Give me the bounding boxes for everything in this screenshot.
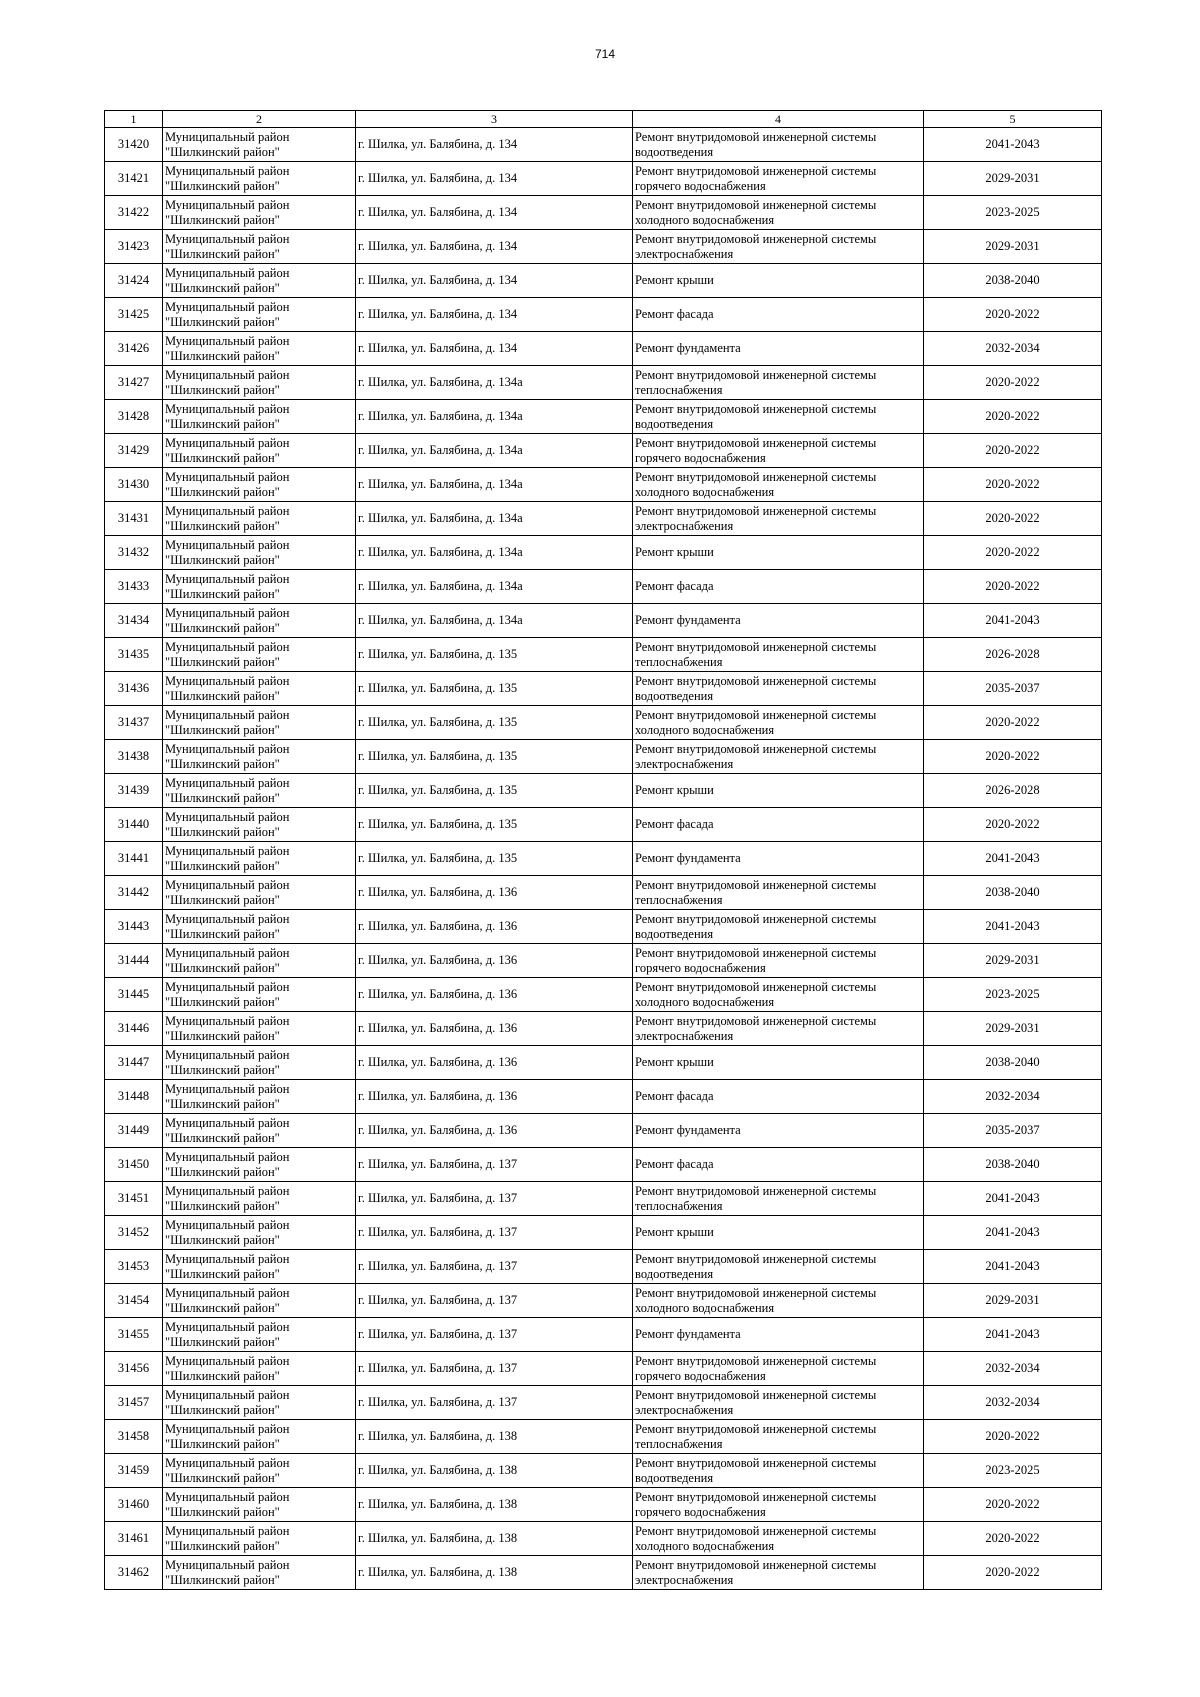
table-row <box>105 1114 1102 1148</box>
work-type-cell: Ремонт крыши <box>633 774 924 808</box>
work-type-cell: Ремонт внутридомовой инженерной системы теплоснабжения <box>633 1182 924 1216</box>
work-type-cell: Ремонт фасада <box>633 1148 924 1182</box>
row-number-cell: 31426 <box>105 332 163 366</box>
work-type-cell: Ремонт фасада <box>633 298 924 332</box>
table-row <box>105 400 1102 434</box>
period-cell: 2029-2031 <box>924 230 1102 264</box>
address-cell: г. Шилка, ул. Балябина, д. 134а <box>356 468 633 502</box>
address-cell: г. Шилка, ул. Балябина, д. 134а <box>356 434 633 468</box>
table-row <box>105 774 1102 808</box>
address-cell: г. Шилка, ул. Балябина, д. 135 <box>356 706 633 740</box>
row-number-cell: 31425 <box>105 298 163 332</box>
period-cell: 2020-2022 <box>924 570 1102 604</box>
municipality-cell: Муниципальный район "Шилкинский район" <box>163 1148 356 1182</box>
municipality-cell: Муниципальный район "Шилкинский район" <box>163 1386 356 1420</box>
table-row <box>105 332 1102 366</box>
table-row <box>105 944 1102 978</box>
row-number-cell: 31441 <box>105 842 163 876</box>
work-type-cell: Ремонт крыши <box>633 536 924 570</box>
address-cell: г. Шилка, ул. Балябина, д. 138 <box>356 1556 633 1590</box>
table-row <box>105 196 1102 230</box>
period-cell: 2038-2040 <box>924 1046 1102 1080</box>
municipality-cell: Муниципальный район "Шилкинский район" <box>163 1250 356 1284</box>
column-header-4: 4 <box>633 111 924 128</box>
municipality-cell: Муниципальный район "Шилкинский район" <box>163 1046 356 1080</box>
row-number-cell: 31449 <box>105 1114 163 1148</box>
period-cell: 2041-2043 <box>924 1250 1102 1284</box>
work-type-cell: Ремонт внутридомовой инженерной системы водоотведения <box>633 910 924 944</box>
municipality-cell: Муниципальный район "Шилкинский район" <box>163 910 356 944</box>
row-number-cell: 31433 <box>105 570 163 604</box>
work-type-cell: Ремонт внутридомовой инженерной системы горячего водоснабжения <box>633 944 924 978</box>
municipality-cell: Муниципальный район "Шилкинский район" <box>163 1522 356 1556</box>
row-number-cell: 31424 <box>105 264 163 298</box>
table-row <box>105 264 1102 298</box>
work-type-cell: Ремонт фундамента <box>633 842 924 876</box>
table-row <box>105 1080 1102 1114</box>
work-type-cell: Ремонт внутридомовой инженерной системы холодного водоснабжения <box>633 468 924 502</box>
work-type-cell: Ремонт внутридомовой инженерной системы холодного водоснабжения <box>633 1284 924 1318</box>
table-row <box>105 468 1102 502</box>
table-row <box>105 1420 1102 1454</box>
work-type-cell: Ремонт внутридомовой инженерной системы теплоснабжения <box>633 876 924 910</box>
row-number-cell: 31431 <box>105 502 163 536</box>
row-number-cell: 31442 <box>105 876 163 910</box>
column-header-2: 2 <box>163 111 356 128</box>
work-type-cell: Ремонт крыши <box>633 264 924 298</box>
period-cell: 2041-2043 <box>924 1318 1102 1352</box>
address-cell: г. Шилка, ул. Балябина, д. 136 <box>356 1046 633 1080</box>
address-cell: г. Шилка, ул. Балябина, д. 137 <box>356 1318 633 1352</box>
address-cell: г. Шилка, ул. Балябина, д. 138 <box>356 1488 633 1522</box>
row-number-cell: 31423 <box>105 230 163 264</box>
work-type-cell: Ремонт фундамента <box>633 1318 924 1352</box>
work-type-cell: Ремонт внутридомовой инженерной системы водоотведения <box>633 672 924 706</box>
work-type-cell: Ремонт внутридомовой инженерной системы водоотведения <box>633 128 924 162</box>
table-row <box>105 1046 1102 1080</box>
address-cell: г. Шилка, ул. Балябина, д. 135 <box>356 638 633 672</box>
municipality-cell: Муниципальный район "Шилкинский район" <box>163 468 356 502</box>
municipality-cell: Муниципальный район "Шилкинский район" <box>163 536 356 570</box>
address-cell: г. Шилка, ул. Балябина, д. 134а <box>356 366 633 400</box>
work-type-cell: Ремонт фасада <box>633 570 924 604</box>
work-type-cell: Ремонт внутридомовой инженерной системы теплоснабжения <box>633 366 924 400</box>
address-cell: г. Шилка, ул. Балябина, д. 137 <box>356 1284 633 1318</box>
row-number-cell: 31455 <box>105 1318 163 1352</box>
municipality-cell: Муниципальный район "Шилкинский район" <box>163 672 356 706</box>
address-cell: г. Шилка, ул. Балябина, д. 136 <box>356 910 633 944</box>
municipality-cell: Муниципальный район "Шилкинский район" <box>163 604 356 638</box>
address-cell: г. Шилка, ул. Балябина, д. 134 <box>356 128 633 162</box>
period-cell: 2023-2025 <box>924 1454 1102 1488</box>
municipality-cell: Муниципальный район "Шилкинский район" <box>163 264 356 298</box>
period-cell: 2020-2022 <box>924 740 1102 774</box>
work-type-cell: Ремонт фасада <box>633 808 924 842</box>
table-row <box>105 740 1102 774</box>
address-cell: г. Шилка, ул. Балябина, д. 137 <box>356 1250 633 1284</box>
address-cell: г. Шилка, ул. Балябина, д. 136 <box>356 944 633 978</box>
table-row <box>105 536 1102 570</box>
address-cell: г. Шилка, ул. Балябина, д. 135 <box>356 740 633 774</box>
period-cell: 2020-2022 <box>924 502 1102 536</box>
work-type-cell: Ремонт внутридомовой инженерной системы водоотведения <box>633 1250 924 1284</box>
municipality-cell: Муниципальный район "Шилкинский район" <box>163 1284 356 1318</box>
work-type-cell: Ремонт фундамента <box>633 604 924 638</box>
work-type-cell: Ремонт внутридомовой инженерной системы электроснабжения <box>633 740 924 774</box>
municipality-cell: Муниципальный район "Шилкинский район" <box>163 332 356 366</box>
table-row <box>105 876 1102 910</box>
page-number: 714 <box>594 47 616 61</box>
municipality-cell: Муниципальный район "Шилкинский район" <box>163 740 356 774</box>
table-row <box>105 1556 1102 1590</box>
address-cell: г. Шилка, ул. Балябина, д. 136 <box>356 1012 633 1046</box>
period-cell: 2020-2022 <box>924 468 1102 502</box>
municipality-cell: Муниципальный район "Шилкинский район" <box>163 162 356 196</box>
address-cell: г. Шилка, ул. Балябина, д. 134а <box>356 400 633 434</box>
column-number-row <box>105 111 1102 128</box>
table-row <box>105 842 1102 876</box>
row-number-cell: 31427 <box>105 366 163 400</box>
municipality-cell: Муниципальный район "Шилкинский район" <box>163 1488 356 1522</box>
municipality-cell: Муниципальный район "Шилкинский район" <box>163 1318 356 1352</box>
row-number-cell: 31436 <box>105 672 163 706</box>
period-cell: 2023-2025 <box>924 978 1102 1012</box>
period-cell: 2041-2043 <box>924 128 1102 162</box>
address-cell: г. Шилка, ул. Балябина, д. 137 <box>356 1182 633 1216</box>
municipality-cell: Муниципальный район "Шилкинский район" <box>163 1114 356 1148</box>
row-number-cell: 31440 <box>105 808 163 842</box>
period-cell: 2041-2043 <box>924 842 1102 876</box>
row-number-cell: 31430 <box>105 468 163 502</box>
table-row <box>105 808 1102 842</box>
row-number-cell: 31450 <box>105 1148 163 1182</box>
work-type-cell: Ремонт внутридомовой инженерной системы теплоснабжения <box>633 638 924 672</box>
table-row <box>105 1386 1102 1420</box>
table-row <box>105 366 1102 400</box>
address-cell: г. Шилка, ул. Балябина, д. 136 <box>356 978 633 1012</box>
row-number-cell: 31434 <box>105 604 163 638</box>
municipality-cell: Муниципальный район "Шилкинский район" <box>163 128 356 162</box>
work-type-cell: Ремонт внутридомовой инженерной системы электроснабжения <box>633 230 924 264</box>
address-cell: г. Шилка, ул. Балябина, д. 135 <box>356 808 633 842</box>
period-cell: 2035-2037 <box>924 1114 1102 1148</box>
table-row <box>105 1216 1102 1250</box>
municipality-cell: Муниципальный район "Шилкинский район" <box>163 638 356 672</box>
table-header <box>105 111 1102 128</box>
period-cell: 2020-2022 <box>924 1556 1102 1590</box>
municipality-cell: Муниципальный район "Шилкинский район" <box>163 1420 356 1454</box>
table-row <box>105 570 1102 604</box>
period-cell: 2020-2022 <box>924 298 1102 332</box>
row-number-cell: 31428 <box>105 400 163 434</box>
work-type-cell: Ремонт внутридомовой инженерной системы водоотведения <box>633 400 924 434</box>
period-cell: 2029-2031 <box>924 944 1102 978</box>
row-number-cell: 31461 <box>105 1522 163 1556</box>
row-number-cell: 31462 <box>105 1556 163 1590</box>
work-schedule-table <box>104 110 1102 1590</box>
address-cell: г. Шилка, ул. Балябина, д. 134 <box>356 332 633 366</box>
table-row <box>105 1454 1102 1488</box>
address-cell: г. Шилка, ул. Балябина, д. 134 <box>356 162 633 196</box>
municipality-cell: Муниципальный район "Шилкинский район" <box>163 1182 356 1216</box>
row-number-cell: 31422 <box>105 196 163 230</box>
table-row <box>105 128 1102 162</box>
work-type-cell: Ремонт фундамента <box>633 332 924 366</box>
municipality-cell: Муниципальный район "Шилкинский район" <box>163 876 356 910</box>
table-row <box>105 298 1102 332</box>
address-cell: г. Шилка, ул. Балябина, д. 134 <box>356 196 633 230</box>
row-number-cell: 31451 <box>105 1182 163 1216</box>
work-type-cell: Ремонт внутридомовой инженерной системы горячего водоснабжения <box>633 1488 924 1522</box>
period-cell: 2026-2028 <box>924 638 1102 672</box>
address-cell: г. Шилка, ул. Балябина, д. 136 <box>356 876 633 910</box>
table-row <box>105 230 1102 264</box>
row-number-cell: 31437 <box>105 706 163 740</box>
period-cell: 2038-2040 <box>924 264 1102 298</box>
address-cell: г. Шилка, ул. Балябина, д. 134а <box>356 502 633 536</box>
address-cell: г. Шилка, ул. Балябина, д. 134а <box>356 570 633 604</box>
municipality-cell: Муниципальный район "Шилкинский район" <box>163 808 356 842</box>
table-body <box>105 128 1102 1590</box>
table-row <box>105 502 1102 536</box>
row-number-cell: 31439 <box>105 774 163 808</box>
period-cell: 2023-2025 <box>924 196 1102 230</box>
period-cell: 2020-2022 <box>924 434 1102 468</box>
row-number-cell: 31454 <box>105 1284 163 1318</box>
municipality-cell: Муниципальный район "Шилкинский район" <box>163 1556 356 1590</box>
address-cell: г. Шилка, ул. Балябина, д. 135 <box>356 842 633 876</box>
period-cell: 2041-2043 <box>924 1216 1102 1250</box>
address-cell: г. Шилка, ул. Балябина, д. 138 <box>356 1454 633 1488</box>
row-number-cell: 31420 <box>105 128 163 162</box>
period-cell: 2020-2022 <box>924 400 1102 434</box>
row-number-cell: 31458 <box>105 1420 163 1454</box>
column-header-3: 3 <box>356 111 633 128</box>
period-cell: 2041-2043 <box>924 910 1102 944</box>
period-cell: 2038-2040 <box>924 1148 1102 1182</box>
row-number-cell: 31460 <box>105 1488 163 1522</box>
period-cell: 2035-2037 <box>924 672 1102 706</box>
row-number-cell: 31446 <box>105 1012 163 1046</box>
row-number-cell: 31452 <box>105 1216 163 1250</box>
table-row <box>105 1284 1102 1318</box>
municipality-cell: Муниципальный район "Шилкинский район" <box>163 842 356 876</box>
table-row <box>105 1318 1102 1352</box>
table-row <box>105 1148 1102 1182</box>
address-cell: г. Шилка, ул. Балябина, д. 137 <box>356 1352 633 1386</box>
municipality-cell: Муниципальный район "Шилкинский район" <box>163 230 356 264</box>
period-cell: 2020-2022 <box>924 1522 1102 1556</box>
address-cell: г. Шилка, ул. Балябина, д. 137 <box>356 1148 633 1182</box>
address-cell: г. Шилка, ул. Балябина, д. 136 <box>356 1114 633 1148</box>
table-row <box>105 1488 1102 1522</box>
period-cell: 2020-2022 <box>924 1488 1102 1522</box>
work-type-cell: Ремонт внутридомовой инженерной системы теплоснабжения <box>633 1420 924 1454</box>
municipality-cell: Муниципальный район "Шилкинский район" <box>163 1012 356 1046</box>
municipality-cell: Муниципальный район "Шилкинский район" <box>163 706 356 740</box>
row-number-cell: 31448 <box>105 1080 163 1114</box>
address-cell: г. Шилка, ул. Балябина, д. 136 <box>356 1080 633 1114</box>
table-row <box>105 978 1102 1012</box>
work-type-cell: Ремонт внутридомовой инженерной системы холодного водоснабжения <box>633 706 924 740</box>
period-cell: 2020-2022 <box>924 706 1102 740</box>
row-number-cell: 31459 <box>105 1454 163 1488</box>
work-type-cell: Ремонт внутридомовой инженерной системы электроснабжения <box>633 1556 924 1590</box>
address-cell: г. Шилка, ул. Балябина, д. 137 <box>356 1216 633 1250</box>
period-cell: 2032-2034 <box>924 332 1102 366</box>
address-cell: г. Шилка, ул. Балябина, д. 134а <box>356 536 633 570</box>
municipality-cell: Муниципальный район "Шилкинский район" <box>163 400 356 434</box>
period-cell: 2038-2040 <box>924 876 1102 910</box>
work-type-cell: Ремонт крыши <box>633 1216 924 1250</box>
work-type-cell: Ремонт фасада <box>633 1080 924 1114</box>
table-row <box>105 604 1102 638</box>
municipality-cell: Муниципальный район "Шилкинский район" <box>163 434 356 468</box>
address-cell: г. Шилка, ул. Балябина, д. 138 <box>356 1522 633 1556</box>
column-header-5: 5 <box>924 111 1102 128</box>
work-type-cell: Ремонт внутридомовой инженерной системы холодного водоснабжения <box>633 1522 924 1556</box>
table-row <box>105 910 1102 944</box>
municipality-cell: Муниципальный район "Шилкинский район" <box>163 570 356 604</box>
address-cell: г. Шилка, ул. Балябина, д. 134 <box>356 264 633 298</box>
period-cell: 2029-2031 <box>924 1012 1102 1046</box>
municipality-cell: Муниципальный район "Шилкинский район" <box>163 978 356 1012</box>
row-number-cell: 31457 <box>105 1386 163 1420</box>
municipality-cell: Муниципальный район "Шилкинский район" <box>163 1454 356 1488</box>
row-number-cell: 31447 <box>105 1046 163 1080</box>
period-cell: 2029-2031 <box>924 162 1102 196</box>
municipality-cell: Муниципальный район "Шилкинский район" <box>163 298 356 332</box>
row-number-cell: 31429 <box>105 434 163 468</box>
municipality-cell: Муниципальный район "Шилкинский район" <box>163 196 356 230</box>
column-header-1: 1 <box>105 111 163 128</box>
period-cell: 2041-2043 <box>924 604 1102 638</box>
row-number-cell: 31445 <box>105 978 163 1012</box>
table-row <box>105 434 1102 468</box>
address-cell: г. Шилка, ул. Балябина, д. 134 <box>356 230 633 264</box>
work-type-cell: Ремонт внутридомовой инженерной системы электроснабжения <box>633 1012 924 1046</box>
work-type-cell: Ремонт крыши <box>633 1046 924 1080</box>
row-number-cell: 31438 <box>105 740 163 774</box>
work-type-cell: Ремонт внутридомовой инженерной системы водоотведения <box>633 1454 924 1488</box>
period-cell: 2026-2028 <box>924 774 1102 808</box>
period-cell: 2020-2022 <box>924 536 1102 570</box>
work-type-cell: Ремонт внутридомовой инженерной системы электроснабжения <box>633 1386 924 1420</box>
table-row <box>105 1522 1102 1556</box>
work-type-cell: Ремонт фундамента <box>633 1114 924 1148</box>
period-cell: 2020-2022 <box>924 808 1102 842</box>
address-cell: г. Шилка, ул. Балябина, д. 134а <box>356 604 633 638</box>
row-number-cell: 31432 <box>105 536 163 570</box>
period-cell: 2020-2022 <box>924 366 1102 400</box>
work-type-cell: Ремонт внутридомовой инженерной системы горячего водоснабжения <box>633 434 924 468</box>
period-cell: 2041-2043 <box>924 1182 1102 1216</box>
row-number-cell: 31435 <box>105 638 163 672</box>
address-cell: г. Шилка, ул. Балябина, д. 137 <box>356 1386 633 1420</box>
row-number-cell: 31421 <box>105 162 163 196</box>
municipality-cell: Муниципальный район "Шилкинский район" <box>163 502 356 536</box>
address-cell: г. Шилка, ул. Балябина, д. 135 <box>356 774 633 808</box>
period-cell: 2032-2034 <box>924 1386 1102 1420</box>
table-row <box>105 638 1102 672</box>
municipality-cell: Муниципальный район "Шилкинский район" <box>163 774 356 808</box>
period-cell: 2032-2034 <box>924 1080 1102 1114</box>
period-cell: 2020-2022 <box>924 1420 1102 1454</box>
address-cell: г. Шилка, ул. Балябина, д. 135 <box>356 672 633 706</box>
work-type-cell: Ремонт внутридомовой инженерной системы горячего водоснабжения <box>633 162 924 196</box>
work-type-cell: Ремонт внутридомовой инженерной системы электроснабжения <box>633 502 924 536</box>
municipality-cell: Муниципальный район "Шилкинский район" <box>163 1352 356 1386</box>
row-number-cell: 31444 <box>105 944 163 978</box>
row-number-cell: 31456 <box>105 1352 163 1386</box>
work-type-cell: Ремонт внутридомовой инженерной системы холодного водоснабжения <box>633 196 924 230</box>
period-cell: 2032-2034 <box>924 1352 1102 1386</box>
work-type-cell: Ремонт внутридомовой инженерной системы холодного водоснабжения <box>633 978 924 1012</box>
table-row <box>105 1182 1102 1216</box>
municipality-cell: Муниципальный район "Шилкинский район" <box>163 1216 356 1250</box>
table-row <box>105 1352 1102 1386</box>
table-row <box>105 706 1102 740</box>
work-type-cell: Ремонт внутридомовой инженерной системы горячего водоснабжения <box>633 1352 924 1386</box>
table-row <box>105 672 1102 706</box>
municipality-cell: Муниципальный район "Шилкинский район" <box>163 944 356 978</box>
row-number-cell: 31453 <box>105 1250 163 1284</box>
municipality-cell: Муниципальный район "Шилкинский район" <box>163 1080 356 1114</box>
row-number-cell: 31443 <box>105 910 163 944</box>
municipality-cell: Муниципальный район "Шилкинский район" <box>163 366 356 400</box>
address-cell: г. Шилка, ул. Балябина, д. 134 <box>356 298 633 332</box>
period-cell: 2029-2031 <box>924 1284 1102 1318</box>
table-row <box>105 162 1102 196</box>
table-row <box>105 1250 1102 1284</box>
table-row <box>105 1012 1102 1046</box>
address-cell: г. Шилка, ул. Балябина, д. 138 <box>356 1420 633 1454</box>
